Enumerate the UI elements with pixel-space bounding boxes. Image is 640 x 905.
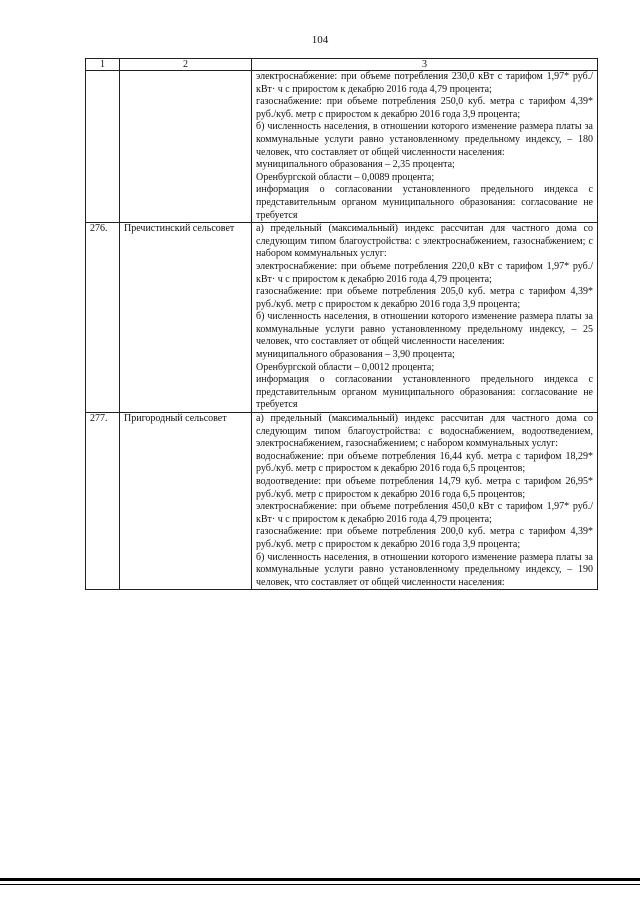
page-number: 104 bbox=[311, 34, 329, 46]
content-line: Оренбургской области – 0,0089 процента; bbox=[256, 171, 435, 183]
municipality-name bbox=[120, 71, 252, 223]
content-line: электроснабжение: при объеме потребления 230,0 кВт с тарифом 1,97* руб./кВт· ч с приростом к декабрю 2016 года 4,79 процента; bbox=[256, 71, 593, 95]
municipality-name: Пречистинский сельсовет bbox=[120, 223, 252, 413]
content-line: информация о согласовании установленного предельного индекса с представительным органом муниципального образования: согласование не требуется bbox=[256, 374, 593, 411]
content-line: муниципального образования – 2,35 процента; bbox=[256, 159, 455, 171]
content-line: б) численность населения, в отношении которого изменение размера платы за коммунальные услуги равно установленному предельному индексу, – 180 человек, что составляет от общей численности населения: bbox=[256, 121, 593, 158]
table-row bbox=[86, 71, 598, 223]
municipality-name: Пригородный сельсовет bbox=[120, 413, 252, 590]
row-content bbox=[252, 223, 598, 413]
content-line: б) численность населения, в отношении которого изменение размера платы за коммунальные услуги равно установленному предельному индексу, – 190 человек, что составляет от общей численности населения: bbox=[256, 551, 593, 588]
content-line: водоснабжение: при объеме потребления 16,44 куб. метра с тарифом 18,29* руб./куб. метр с приростом к декабрю 2016 года 6,5 процентов; bbox=[256, 450, 593, 475]
table-row bbox=[86, 223, 598, 413]
column-header-3: 3 bbox=[252, 59, 598, 71]
row-number: 277. bbox=[86, 413, 120, 590]
column-header-2: 2 bbox=[120, 59, 252, 71]
bottom-rule-thick bbox=[0, 878, 640, 881]
document-table bbox=[85, 58, 598, 590]
content-line: газоснабжение: при объеме потребления 205,0 куб. метра с тарифом 4,39* руб./куб. метр с приростом к декабрю 2016 года 3,9 процента; bbox=[256, 286, 593, 310]
content-line: электроснабжение: при объеме потребления 450,0 кВт с тарифом 1,97* руб./кВт· ч с приростом к декабрю 2016 года 4,79 процента; bbox=[256, 501, 593, 525]
table-row bbox=[86, 413, 598, 590]
bottom-rule-thin bbox=[0, 884, 640, 885]
content-line: газоснабжение: при объеме потребления 250,0 куб. метра с тарифом 4,39* руб./куб. метр с приростом к декабрю 2016 года 3,9 процента; bbox=[256, 96, 593, 120]
row-number: 276. bbox=[86, 223, 120, 413]
content-line: муниципального образования – 3,90 процента; bbox=[256, 349, 455, 361]
column-header-1: 1 bbox=[86, 59, 120, 71]
row-content bbox=[252, 71, 598, 223]
table-header-row bbox=[86, 59, 598, 71]
content-line: б) численность населения, в отношении которого изменение размера платы за коммунальные услуги равно установленному предельному индексу, – 25 человек, что составляет от общей численности населения: bbox=[256, 311, 593, 348]
content-line: газоснабжение: при объеме потребления 200,0 куб. метра с тарифом 4,39* руб./куб. метр с приростом к декабрю 2016 года 3,9 процента; bbox=[256, 526, 593, 550]
row-content bbox=[252, 413, 598, 590]
content-line: водоотведение: при объеме потребления 14,79 куб. метра с тарифом 26,95* руб./куб. метр с приростом к декабрю 2016 года 6,5 процентов; bbox=[256, 476, 593, 500]
content-line: Оренбургской области – 0,0012 процента; bbox=[256, 361, 435, 373]
content-line: а) предельный (максимальный) индекс рассчитан для частного дома со следующим типом благоустройства: с водоснабжением, водоотведением, электроснабжением, газоснабжением; с набором коммунальных услуг: bbox=[256, 413, 593, 450]
content-line: электроснабжение: при объеме потребления 220,0 кВт с тарифом 1,97* руб./кВт· ч с приростом к декабрю 2016 года 4,79 процента; bbox=[256, 260, 593, 285]
row-number bbox=[86, 71, 120, 223]
content-line: а) предельный (максимальный) индекс рассчитан для частного дома со следующим типом благоустройства: с электроснабжением, газоснабжением; с набором коммунальных услуг: bbox=[256, 223, 593, 260]
content-line: информация о согласовании установленного предельного индекса с представительным органом муниципального образования: согласование не требуется bbox=[256, 184, 593, 221]
